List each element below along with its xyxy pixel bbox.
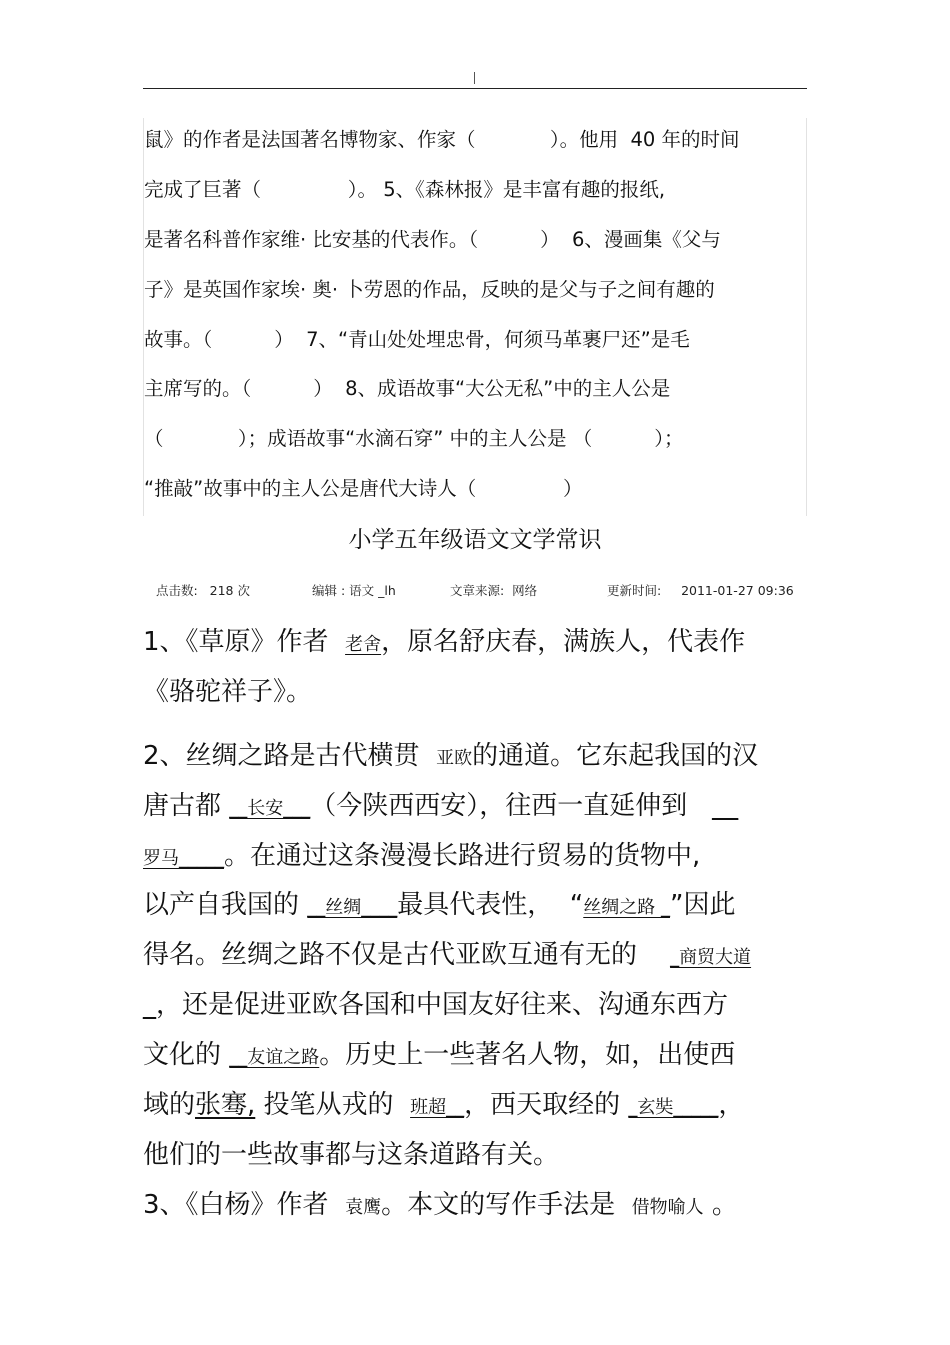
fragment-line: 完成了巨著（ ）。 5、《森林报》是丰富有趣的报纸, — [144, 178, 666, 201]
underlined-answer: 班超__ — [410, 1097, 465, 1118]
body-line — [143, 1087, 744, 1126]
underlined-answer: 老舍 — [345, 634, 382, 655]
body-line — [143, 1037, 735, 1076]
text-segment: 以产自我国的 — [143, 890, 308, 920]
text-segment: 3、《白杨》作者 — [143, 1190, 346, 1220]
meta-updated: 更新时间: 2011-01-27 09:36 — [607, 583, 794, 598]
header-mark — [474, 72, 475, 84]
text-segment: 借物喻人 — [631, 1197, 704, 1218]
fragment-line: 子》是英国作家埃· 奥· 卜劳恩的作品，反映的是父与子之间有趣的 — [144, 278, 715, 301]
underlined-answer: 张骞, — [195, 1090, 256, 1120]
text-segment: 《骆驼祥子》。 — [143, 677, 313, 707]
body-line — [143, 887, 735, 926]
body-line — [143, 987, 728, 1023]
text-segment: ，原名舒庆春，满族人，代表作 — [381, 627, 746, 657]
underlined-answer: _ — [143, 990, 156, 1020]
body-line — [143, 1187, 738, 1226]
underlined-answer: _商贸大道 — [670, 947, 752, 968]
fragment-line: 鼠》的作者是法国著名博物家、作家（ ）。他用 40 年的时间 — [144, 128, 740, 151]
fragment-line: （ ）；成语故事“水滴石穿” 中的主人公是 （ ）； — [144, 427, 684, 450]
body-line — [143, 1137, 559, 1173]
underlined-answer: __ — [712, 791, 739, 821]
underlined-answer: _玄奘_____ — [628, 1097, 719, 1118]
meta-clicks: 点击数: 218 次 — [156, 583, 250, 598]
article-title: 小学五年级语文文学常识 — [348, 527, 602, 553]
text-segment: 他们的一些故事都与这条道路有关。 — [143, 1140, 560, 1170]
underlined-answer: __友谊之路 — [229, 1047, 320, 1068]
underlined-answer: __长安___ — [229, 798, 311, 819]
body-line — [143, 937, 751, 976]
header-rule — [143, 88, 807, 89]
text-segment: ， — [718, 1090, 745, 1120]
body-line — [143, 624, 745, 663]
underlined-answer: 罗马_____ — [143, 848, 224, 869]
fragment-line: “推敲”故事中的主人公是唐代大诗人（ ） — [144, 477, 583, 500]
text-segment: （今陕西西安），往西一直延伸到 — [310, 791, 713, 821]
body-line — [143, 788, 738, 827]
text-segment: ，还是促进亚欧各国和中国友好往来、沟通东西方 — [156, 990, 729, 1020]
text-segment: 袁鹰 — [345, 1197, 382, 1218]
text-segment: 。在通过这条漫漫长路进行贸易的货物中, — [224, 841, 701, 871]
text-segment: 2、丝绸之路是古代横贯 — [143, 741, 437, 771]
text-segment: 投笔从戎的 — [255, 1090, 411, 1120]
fragment-line: 故事。（ ） 7、“青山处处埋忠骨，何须马革裹尸还”是毛 — [144, 328, 690, 351]
meta-editor: 编辑 : 语文 _lh — [312, 583, 396, 598]
underlined-answer: __丝绸____ — [307, 897, 398, 918]
text-segment: ，西天取经的 — [464, 1090, 629, 1120]
body-line — [143, 674, 312, 710]
text-segment: 1、《草原》作者 — [143, 627, 346, 657]
previous-page-fragment — [143, 118, 807, 516]
meta-source: 文章来源: 网络 — [450, 583, 538, 598]
text-segment: 。历史上一些著名人物，如，出使西 — [319, 1040, 736, 1070]
body-line — [143, 838, 700, 877]
text-segment: 得名。丝绸之路不仅是古代亚欧互通有无的 — [143, 940, 671, 970]
text-segment: ”因此 — [670, 890, 736, 920]
fragment-line: 是著名科普作家维· 比安基的代表作。（ ） 6、漫画集《父与 — [144, 228, 721, 251]
text-segment: 。 — [703, 1190, 738, 1220]
text-segment: 最具代表性， “ — [397, 890, 584, 920]
text-segment: 的通道。它东起我国的汉 — [472, 741, 759, 771]
text-segment: 唐古都 — [143, 791, 230, 821]
fragment-line: 主席写的。（ ） 8、成语故事“大公无私”中的主人公是 — [144, 377, 671, 400]
text-segment: 文化的 — [143, 1040, 230, 1070]
body-line — [143, 738, 758, 777]
text-segment: 亚欧 — [436, 748, 473, 769]
text-segment: 。本文的写作手法是 — [381, 1190, 632, 1220]
underlined-answer: 丝绸之路 _ — [583, 897, 670, 918]
text-segment: 域的 — [143, 1090, 196, 1120]
